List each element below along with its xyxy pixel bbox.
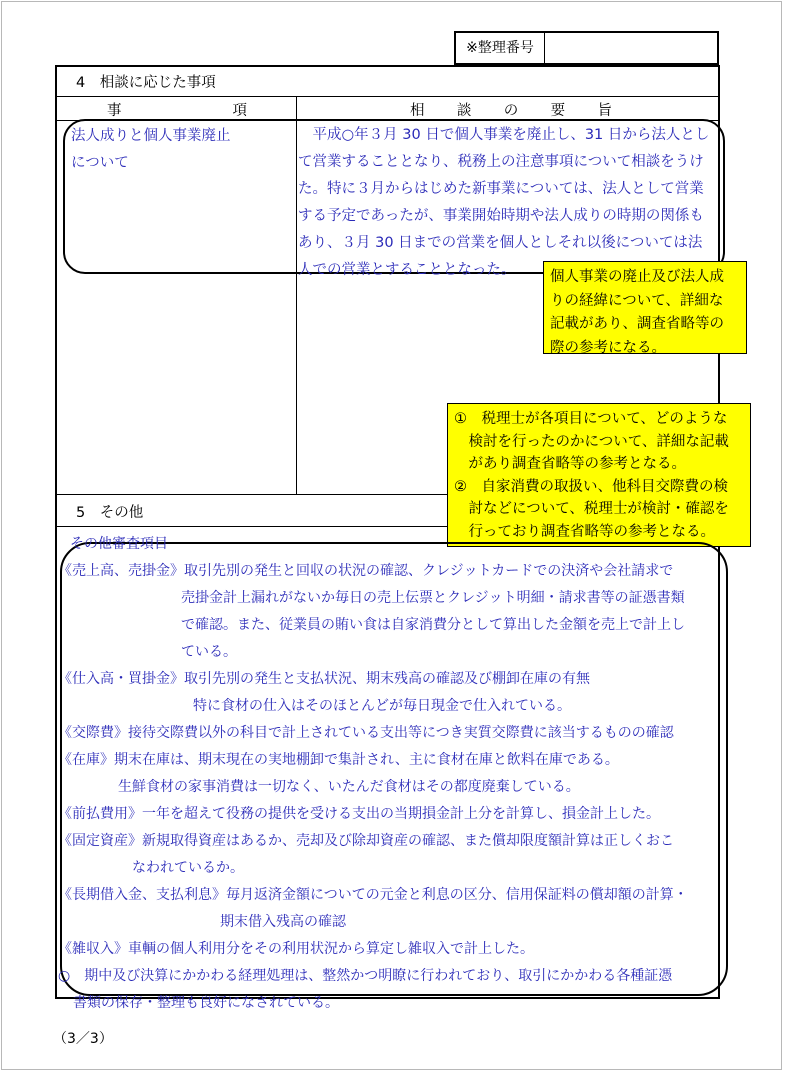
- rule-section4-title: [57, 96, 718, 97]
- note2-line: ① 税理士が各項目について、どのような: [454, 411, 728, 427]
- summary-line: あり、３月 30 日までの営業を個人としそれ以後については法: [298, 235, 703, 251]
- section4-title: 4 相談に応じた事項: [76, 75, 216, 91]
- other-item-line: で確認。また、従業員の賄い食は自家消費分として算出した金額を売上で計上し: [181, 617, 685, 633]
- other-item-line: 売掛金計上漏れがないか毎日の売上伝票とクレジット明細・請求書等の証憑書類: [181, 590, 685, 606]
- column-header-summary-char-4: 要: [550, 103, 566, 119]
- column-header-summary: [410, 102, 612, 120]
- summary-line: 人での営業とすることとなった。: [298, 262, 516, 278]
- other-item-line: 特に食材の仕入はそのほとんどが毎日現金で仕入れている。: [193, 698, 571, 714]
- column-header-item-char-2: 項: [232, 103, 247, 119]
- other-review-items: [58, 531, 726, 1017]
- other-item-line: 《固定資産》新規取得資産はあるか、売却及び除却資産の確認、また償却限度額計算は正しくおこ: [58, 833, 674, 849]
- note2-line: があり調査省略等の参考となる。: [454, 456, 686, 472]
- other-item-line: 《仕入高・買掛金》取引先別の発生と支払状況、期末残高の確認及び棚卸在庫の有無: [58, 671, 590, 687]
- other-item-line: 《前払費用》一年を超えて役務の提供を受ける支出の当期損金計上分を計算し、損金計上した。: [58, 806, 660, 822]
- note2-line: ② 自家消費の取扱い、他科目交際費の検: [454, 478, 728, 495]
- note1-line: 際の参考になる。: [550, 339, 666, 356]
- summary-line: て営業することとなり、税務上の注意事項について相談をうけ: [298, 154, 704, 170]
- consultation-item: [71, 127, 231, 181]
- other-item-line: ○ 期中及び決算にかかわる経理処理は、整然かつ明瞭に行われており、取引にかかわる各種証憑: [58, 968, 673, 984]
- note1-line: 記載があり、調査省略等の: [550, 316, 724, 332]
- note2-line: 討などについて、税理士が検討・確認を: [454, 501, 729, 517]
- note1-line: 個人事業の廃止及び法人成: [550, 269, 724, 285]
- column-header-summary-char-1: 相: [410, 103, 425, 119]
- other-item-line: 書類の保存・整理も良好になされている。: [73, 995, 339, 1011]
- other-item-line: 《売上高、売掛金》取引先別の発生と回収の状況の確認、クレジットカードでの決済や会社請求で: [58, 563, 674, 579]
- column-header-summary-char-5: 旨: [597, 103, 612, 119]
- page-number: （3／3）: [53, 1031, 113, 1047]
- reference-number-value[interactable]: [545, 33, 717, 63]
- column-header-item: [107, 102, 247, 120]
- reviewer-note-1: [543, 261, 747, 354]
- other-item-line: 期末借入残高の確認: [220, 914, 346, 930]
- note2-line: 検討を行ったのかについて、詳細な記載: [454, 433, 729, 450]
- note1-line: りの経緯について、詳細な: [550, 292, 724, 309]
- other-item-line: 《雑収入》車輌の個人利用分をその利用状況から算定し雑収入で計上した。: [58, 941, 534, 957]
- other-item-line: 《長期借入金、支払利息》毎月返済金額についての元金と利息の区分、信用保証料の償却額の計算・: [58, 887, 688, 903]
- consultation-summary: [298, 122, 723, 284]
- note2-line: 行っており調査省略等の参考となる。: [454, 523, 715, 540]
- consultation-item-line: について: [71, 155, 129, 171]
- summary-line: た。特に３月からはじめた新事業については、法人として営業: [298, 181, 704, 197]
- consultation-item-line: 法人成りと個人事業廃止: [71, 128, 231, 144]
- column-header-summary-char-3: の: [503, 103, 519, 119]
- section5-title: 5 その他: [76, 505, 144, 521]
- other-item-line: 生鮮食材の家事消費は一切なく、いたんだ食材はその都度廃棄している。: [118, 779, 580, 795]
- reference-number-box: [454, 31, 719, 65]
- summary-line: 平成○年３月 30 日で個人事業を廃止し、31 日から法人とし: [298, 127, 710, 143]
- column-header-item-char-1: 事: [107, 103, 122, 119]
- summary-line: する予定であったが、事業開始時期や法人成りの時期の関係も: [298, 208, 704, 224]
- reference-number-label: ※整理番号: [456, 33, 545, 63]
- column-header-summary-char-2: 談: [456, 103, 472, 119]
- other-item-line: ている。: [181, 644, 237, 660]
- reviewer-note-2: [447, 403, 751, 547]
- other-item-line: 《在庫》期末在庫は、期末現在の実地棚卸で集計され、主に食材在庫と飲料在庫である。: [58, 752, 619, 768]
- other-items-heading: その他審査項目: [70, 536, 168, 552]
- other-item-line: 《交際費》接待交際費以外の科目で計上されている支出等につき実質交際費に該当するものの確認: [58, 725, 674, 741]
- other-item-line: なわれているか。: [132, 860, 244, 876]
